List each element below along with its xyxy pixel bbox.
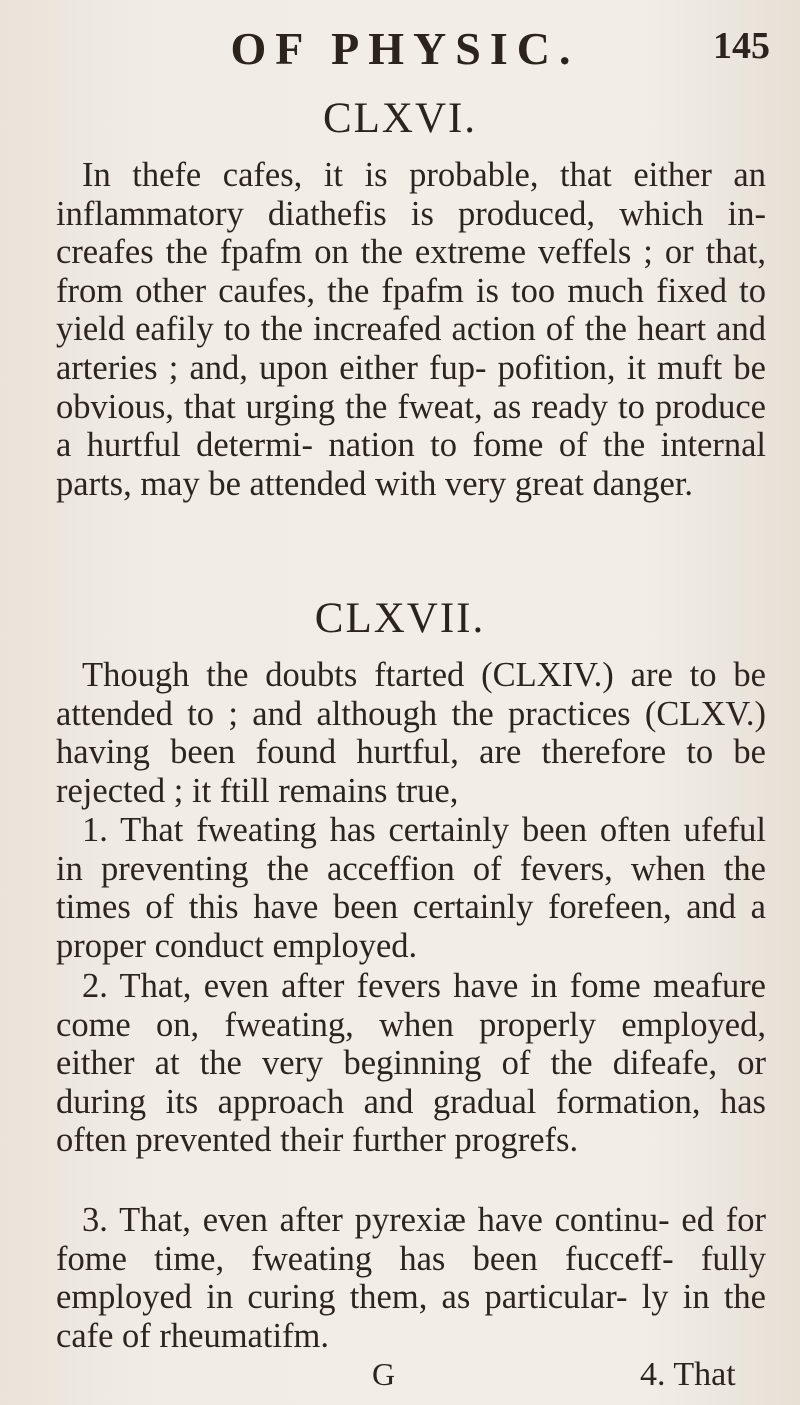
point-text: 3. That, even after pyrexiæ have continu- ed for fome time, fweating has been fucceff- fully employed in curing them, as particular- ly in the cafe of rheumatifm. [56, 1201, 766, 1355]
signature-mark: G [372, 1356, 396, 1392]
point-text: 1. That fweating has certainly been often ufeful in preventing the acceffion of fevers, when the times of this have been certainly forefeen, and a proper conduct employed. [56, 811, 766, 965]
running-title: OF PHYSIC. [230, 23, 580, 74]
paragraph-text: Though the doubts ftarted (CLXIV.) are to be attended to ; and although the practices (CLXV.) having been found hurtful, are therefore to be rejected ; it ftill remains true, [56, 656, 766, 810]
point-text: 2. That, even after fevers have in fome meafure come on, fweating, when properly employed, either at the very beginning of the difeafe, or during its approach and gradual formation, has often prevented their further progrefs. [56, 967, 766, 1160]
catchword: 4. That [640, 1356, 736, 1393]
numbered-point-3 [56, 1201, 766, 1355]
section-intro-clxvii [56, 656, 766, 810]
numbered-point-2 [56, 967, 766, 1160]
numbered-point-1 [56, 811, 766, 965]
section-paragraph-clxvi [56, 156, 766, 503]
running-head [40, 20, 770, 78]
paragraph-text: In thefe cafes, it is probable, that either an inflammatory diathefis is produced, which in- creafes the fpafm on the extreme veffels ; or that, from other caufes, the fpafm is too much fixed to yield eafily to the increafed action of the heart and arteries ; and, upon either fup- pofition, it muft be obvious, that urging the fweat, as ready to produce a hurtful determi- nation to fome of the internal parts, may be attended with very great danger. [56, 156, 766, 503]
section-heading-clxvii: CLXVII. [314, 595, 486, 642]
page-number: 145 [713, 25, 770, 67]
section-heading-clxvi: CLXVI. [322, 95, 478, 142]
